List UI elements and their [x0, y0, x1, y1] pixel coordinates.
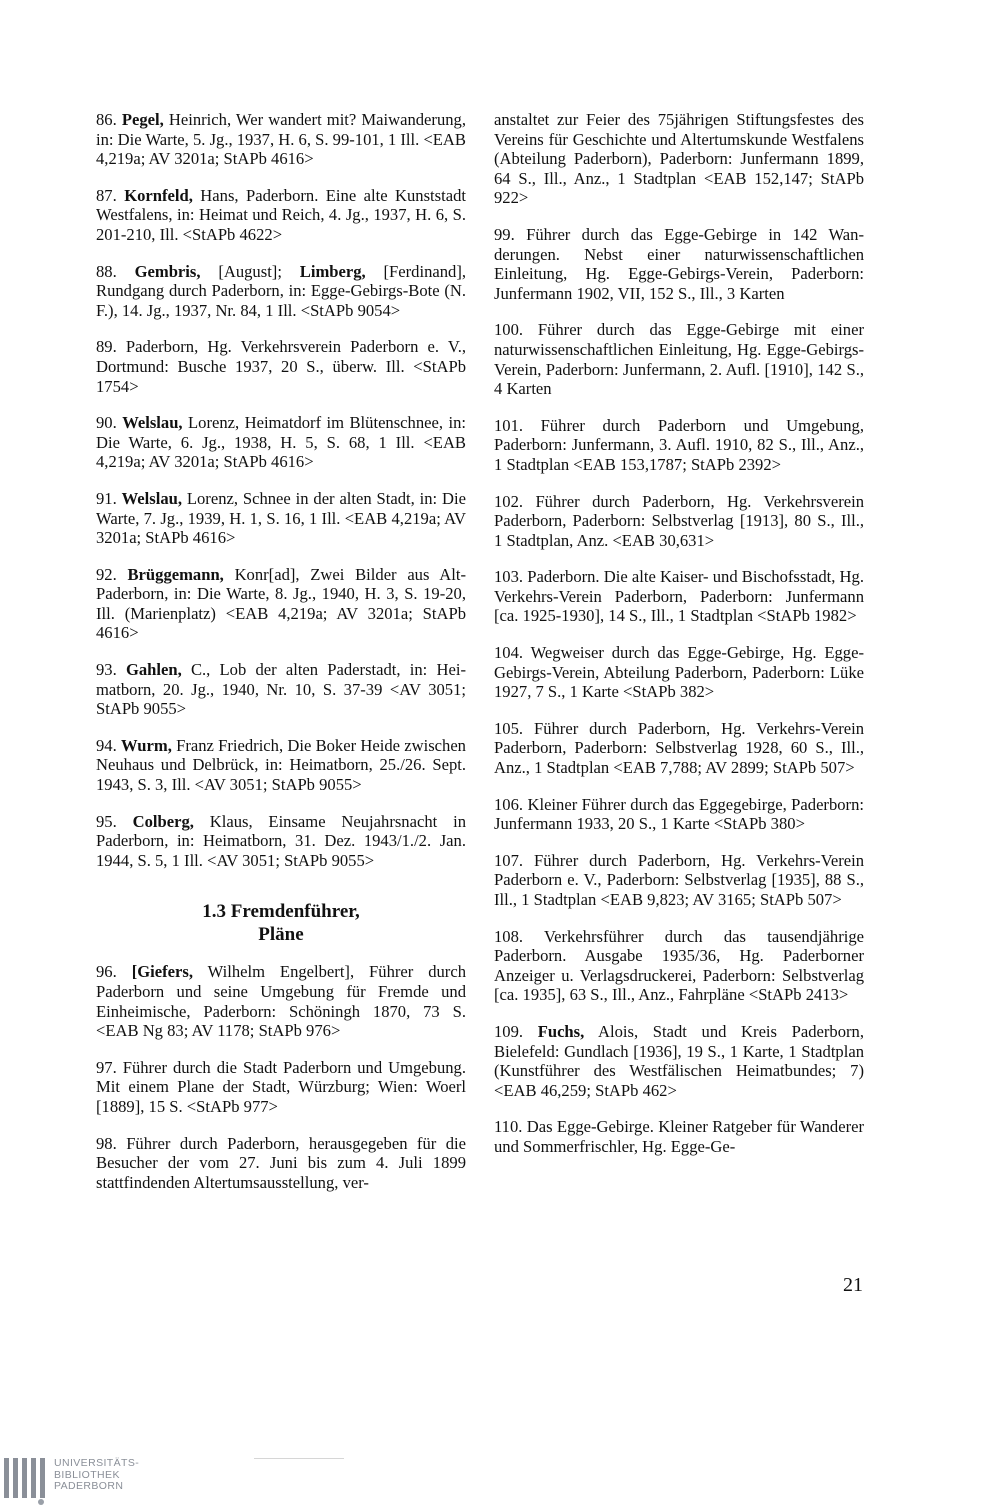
entry-96: 96. [Giefers, Wilhelm Engelbert], Führer durch Paderborn und seine Umgebung für Fremde und Einheimische, Paderborn: Schöningh 1870, 73 S. <EAB Ng 83; AV 1178; StAPb 976> — [96, 962, 466, 1041]
library-logo-text — [54, 1458, 174, 1493]
entry-94: 94. Wurm, Franz Friedrich, Die Boker Heide zwischen Neuhaus und Delbrück, in: Heimatborn, 25./26. Sept. 1943, S. 3, Ill. <AV 3051; StAPb 9055> — [96, 735, 466, 795]
entry-99: 99. Führer durch das Egge-Gebirge in 142 Wanderungen. Nebst einer naturwissenschaftlichen Einleitung, Hg. Egge-Gebirgs-Verein, Paderborn: Junfermann 1902, VII, 152 S., Ill., 3 Karten — [494, 224, 864, 303]
section-heading-line1: 1.3 Fremdenführer, — [202, 901, 360, 923]
logo-dot-icon — [38, 1499, 44, 1505]
entry-87: 87. Kornfeld, Hans, Paderborn. Eine alte Kunststadt Westfalens, in: Heimat und Reich, 4. Jg., 1937, H. 6, S. 201-210, Ill. <StAPb 4622> — [96, 185, 466, 244]
entry-95: 95. Colberg, Klaus, Einsame Neujahrsnacht in Paderborn, in: Heimatborn, 31. Dez. 1943/1./2. Jan. 1944, S. 5, 1 Ill. <AV 3051; StAPb 9055> — [96, 811, 466, 870]
entry-102: 102. Führer durch Paderborn, Hg. Verkehrsverein Paderborn, Paderborn: Selbstverlag [1913], 80 S., Ill., 1 Stadtplan, Anz. <EAB 30,631> — [494, 491, 864, 550]
entry-105: 105. Führer durch Paderborn, Hg. Verkehrs-Verein Paderborn, Paderborn: Selbstverlag 1928, 60 S., Ill., Anz., 1 Stadtplan <EAB 7,788; AV 2899; StAPb 507> — [494, 718, 864, 778]
entry-108: 108. Verkehrsführer durch das tausendjährige Paderborn. Ausgabe 1935/36, Hg. Paderborner Anzeiger u. Verlagsdruckerei, Paderborn: Selbstverlag [ca. 1935], 63 S., Ill., Anz., Fahrpläne <StAPb 2413> — [494, 926, 864, 1005]
entry-98-continuation: anstaltet zur Feier des 75jährigen Stiftungsfestes des Vereins für Geschichte und Altertumskunde Westfalens (Abteilung Paderborn), Paderborn: Junfermann 1899, 64 S., Ill., Anz., 1 Stadtplan <EAB 152,147; StAPb 922> — [494, 110, 864, 208]
entry-93: 93. Gahlen, C., Lob der alten Paderstadt, in: Heimatborn, 20. Jg., 1940, Nr. 10, S. 37-39 <AV 3051; StAPb 9055> — [96, 660, 466, 719]
entry-90: 90. Welslau, Lorenz, Heimatdorf im Blütenschnee, in: Die Warte, 6. Jg., 1938, H. 5, S. 68, 1 Ill. <EAB 4,219a; AV 3201a; StAPb 4616> — [96, 413, 466, 472]
logo-line-3: PADERBORN — [54, 1480, 124, 1492]
section-heading — [96, 900, 466, 946]
entry-88: 88. Gembris, [August]; Limberg, [Ferdinand], Rundgang durch Paderborn, in: Egge-Gebirgs-Bote (N. F.), 14. Jg., 1937, Nr. 84, 1 Ill. <StAPb 9054> — [96, 261, 467, 320]
logo-line-1: UNIVERSITÄTS- — [54, 1457, 140, 1469]
entry-106: 106. Kleiner Führer durch das Eggegebirge, Paderborn: Junfermann 1933, 20 S., 1 Karte <StAPb 380> — [494, 794, 864, 834]
library-footer — [0, 1458, 1000, 1505]
entry-101: 101. Führer durch Paderborn und Umgebung, Paderborn: Junfermann, 3. Aufl. 1910, 82 S., Ill., Anz., 1 Stadtplan <EAB 153,1787; StAPb 2392> — [494, 415, 864, 474]
entry-98: 98. Führer durch Paderborn, herausgegeben für die Besucher der vom 27. Juni bis zum 4. Juli 1899 stattfindenden Altertumsausstellung, ver- — [96, 1133, 466, 1192]
entry-110: 110. Das Egge-Gebirge. Kleiner Ratgeber für Wanderer und Sommerfrischler, Hg. Egge-Ge- — [494, 1117, 864, 1156]
right-column — [494, 110, 864, 1174]
entry-86: 86. Pegel, Heinrich, Wer wandert mit? Maiwanderung, in: Die Warte, 5. Jg., 1937, H. 6, S. 99-101, 1 Ill. <EAB 4,219a; AV 3201a; StAPb 4616> — [96, 110, 466, 169]
entry-109: 109. Fuchs, Alois, Stadt und Kreis Paderborn, Bielefeld: Gundlach [1936], 19 S., 1 Karte, 1 Stadtplan (Kunstführer des Westfälischen Heimatbundes; 7) <EAB 46,259; StAPb 462> — [494, 1021, 864, 1100]
logo-line-2: BIBLIOTHEK — [54, 1468, 120, 1481]
left-column — [96, 110, 466, 1209]
entry-104: 104. Wegweiser durch das Egge-Gebirge, Hg. Egge-Gebirgs-Verein, Abteilung Paderborn, Paderborn: Lüke 1927, 7 S., 1 Karte <StAPb 382> — [494, 643, 864, 702]
page-number: 21 — [843, 1274, 863, 1296]
entry-100: 100. Führer durch das Egge-Gebirge mit einer naturwissenschaftlichen Einleitung, Hg. Egge-Gebirgs-Verein, Paderborn: Junfermann, 2. Aufl. [1910], 142 S., 4 Karten — [494, 320, 864, 399]
entry-89: 89. Paderborn, Hg. Verkehrsverein Paderborn e. V., Dortmund: Busche 1937, 20 S., überw. Ill. <StAPb 1754> — [96, 337, 466, 396]
library-logo-icon — [4, 1458, 50, 1498]
footer-divider — [254, 1458, 344, 1459]
entry-107: 107. Führer durch Paderborn, Hg. Verkehrs-Verein Paderborn e. V., Paderborn: Selbstverlag [1935], 88 S., Ill., 1 Stadtplan <EAB 9,823; AV 3165; StAPb 507> — [494, 850, 864, 909]
entry-97: 97. Führer durch die Stadt Paderborn und Umgebung. Mit einem Plane der Stadt, Würzburg; Wien: Woerl [1889], 15 S. <StAPb 977> — [96, 1057, 466, 1116]
entry-103: 103. Paderborn. Die alte Kaiser- und Bischofsstadt, Hg. Verkehrs-Verein Paderborn, Paderborn: Junfermann [ca. 1925-1930], 14 S., Ill., 1 Stadtplan <StAPb 1982> — [494, 567, 864, 626]
section-heading-line2: Pläne — [258, 924, 304, 946]
entry-92: 92. Brüggemann, Konr[ad], Zwei Bilder aus Alt-Paderborn, in: Die Warte, 8. Jg., 1940, H. 3, S. 19-20, Ill. (Marienplatz) <EAB 4,219a; AV 3201a; StAPb 4616> — [96, 564, 466, 643]
entry-91: 91. Welslau, Lorenz, Schnee in der alten Stadt, in: Die Warte, 7. Jg., 1939, H. 1, S. 16, 1 Ill. <EAB 4,219a; AV 3201a; StAPb 4616> — [96, 488, 466, 548]
